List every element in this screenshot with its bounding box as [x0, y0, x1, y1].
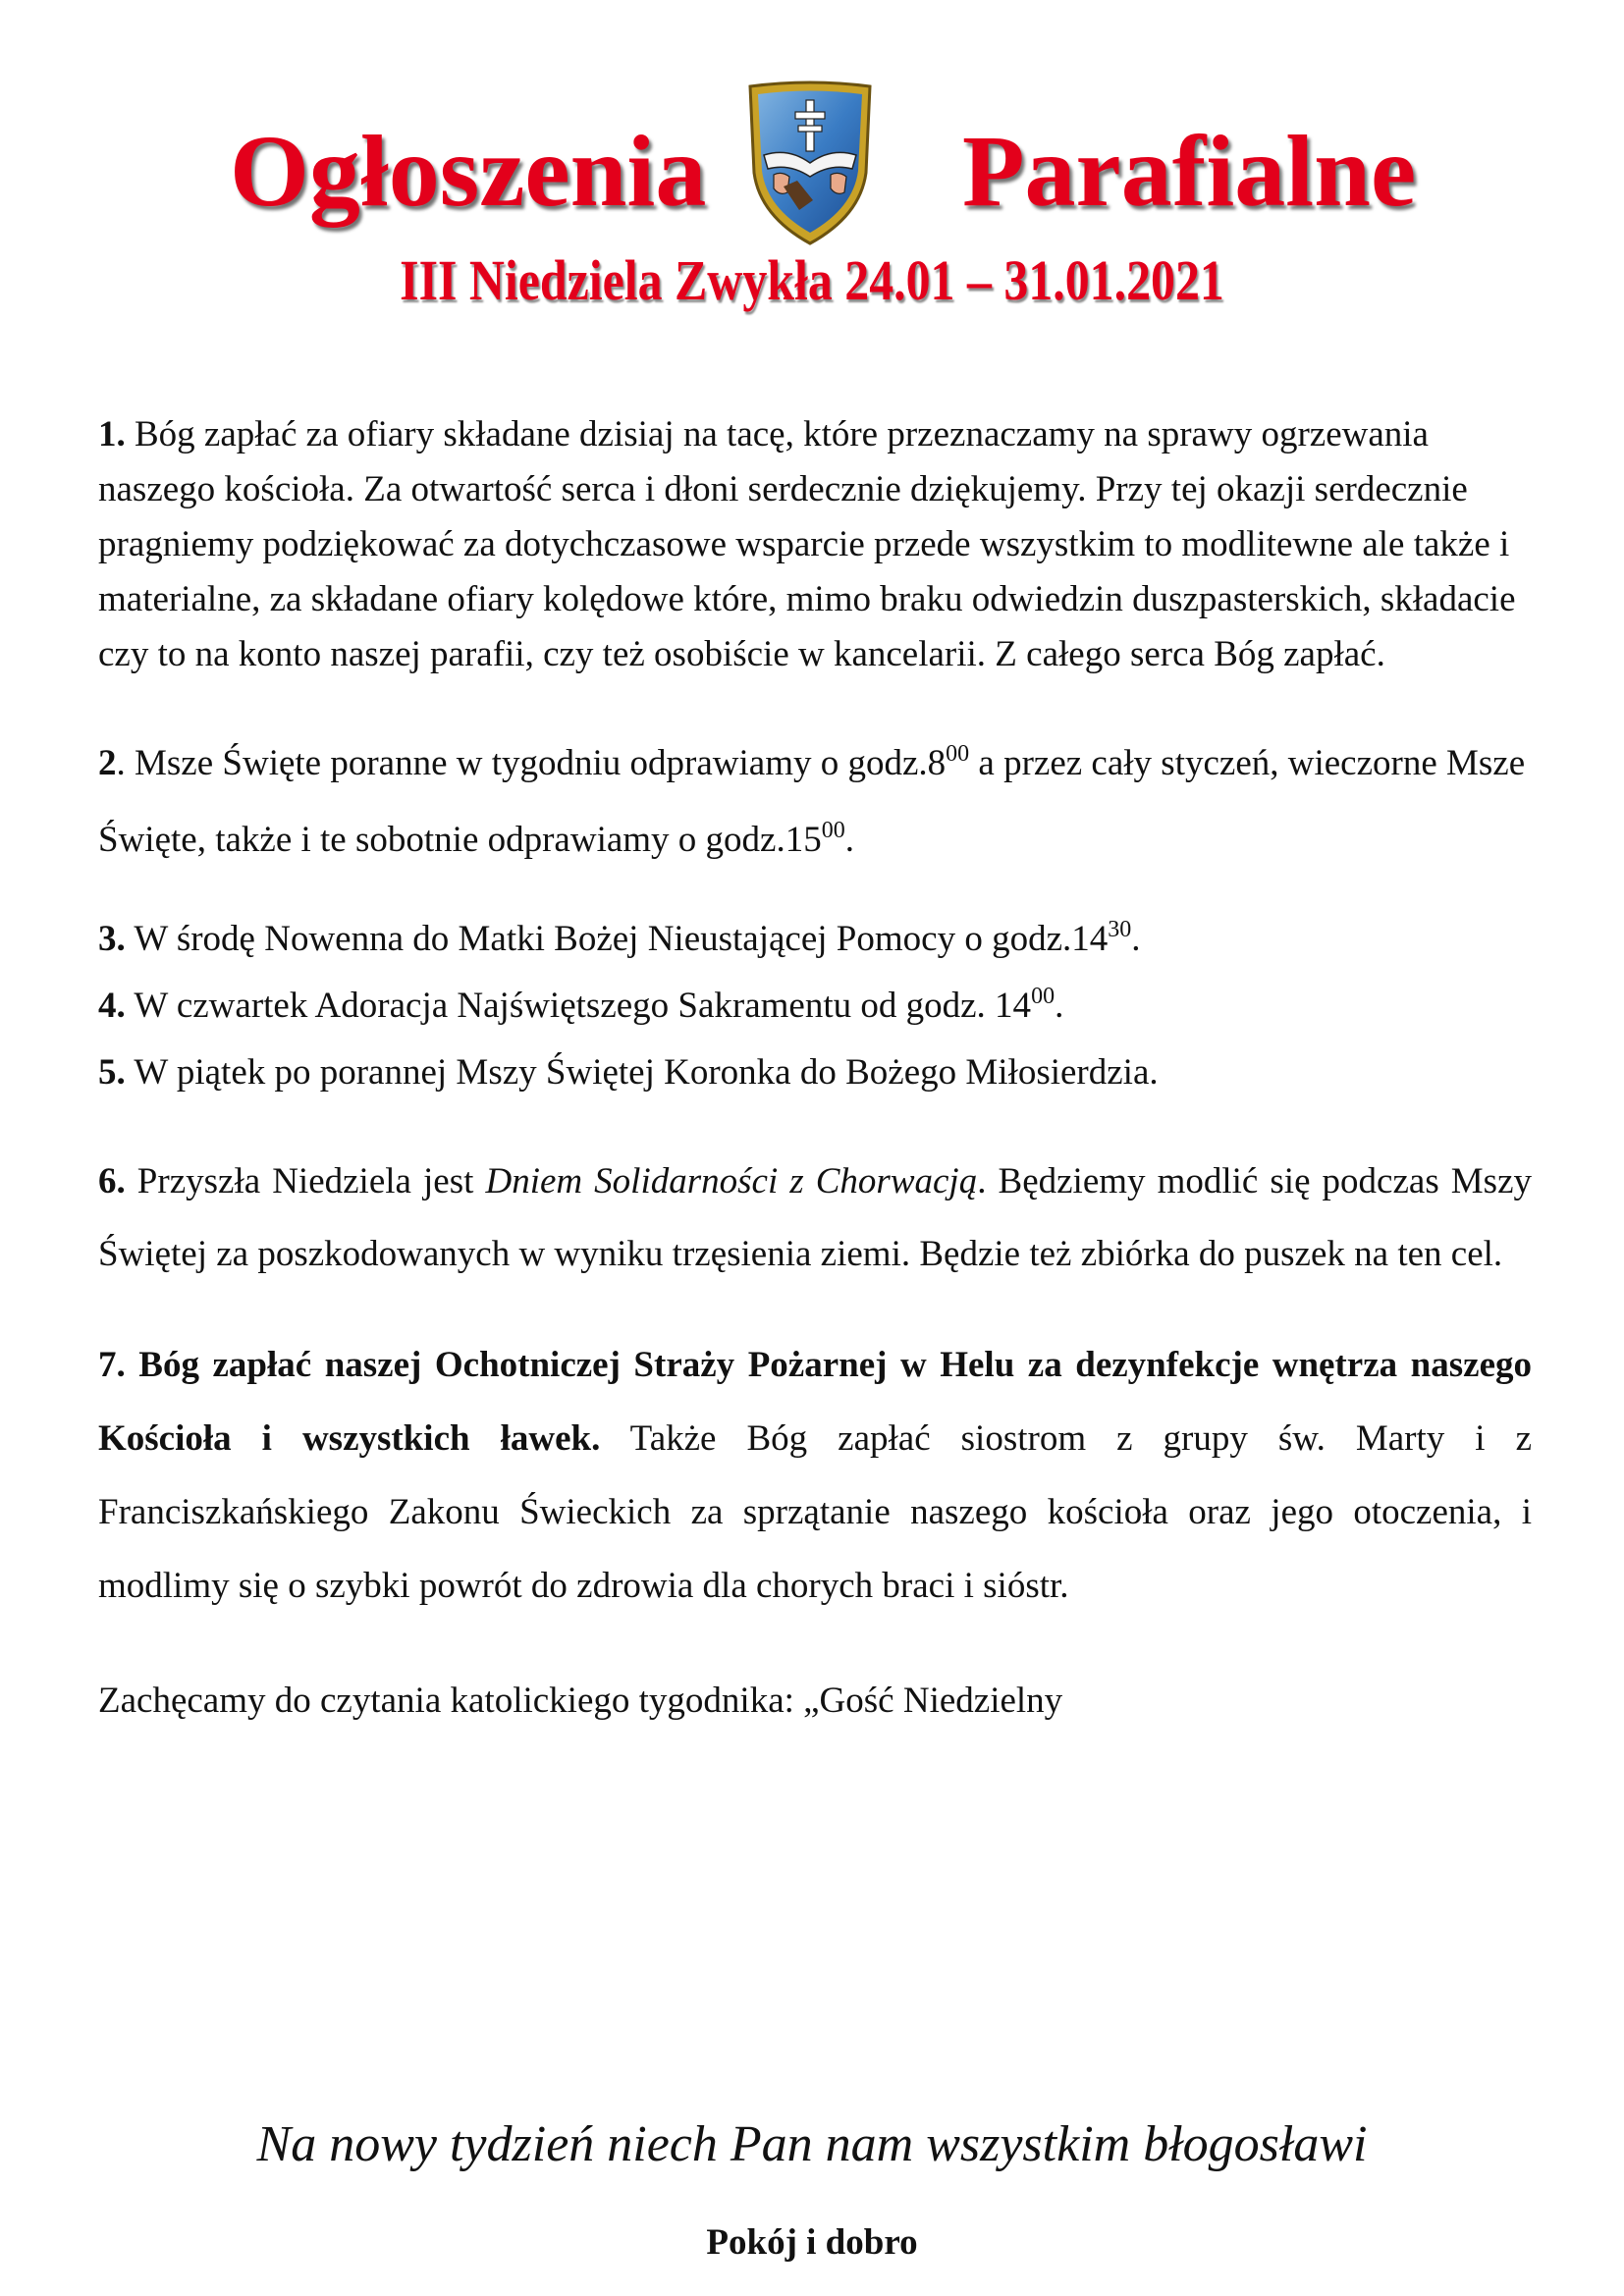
announcement-text: . Będziemy modlić się podczas Mszy Świętej za poszkodowanych w wyniku trzęsienia ziemi. Będzie też zbiórka do puszek na ten cel.: [98, 1161, 1532, 1274]
announcement-text: a przez cały styczeń, wieczorne Msze Święte, także i te sobotnie odprawiamy o godz.15: [98, 743, 1526, 860]
announcement-number: 1.: [98, 414, 126, 454]
announcement-5: [98, 1040, 1532, 1106]
parish-crest-icon: [744, 79, 876, 247]
announcement-number: 5.: [98, 1052, 126, 1093]
announcement-7: [98, 1328, 1532, 1623]
reading-recommendation: Zachęcamy do czytania katolickiego tygodnika: „Gość Niedzielny: [98, 1681, 1063, 1721]
announcements: [98, 407, 1532, 1729]
title-right: Parafialne: [962, 115, 1417, 228]
announcement-number: 6.: [98, 1161, 126, 1201]
time-superscript: 00: [946, 741, 970, 767]
closing-greeting: Pokój i dobro: [706, 2222, 918, 2263]
announcement-2: [98, 725, 1532, 879]
announcement-number: 3.: [98, 919, 126, 959]
announcement-bold-text: 7. Bóg zapłać naszej Ochotniczej Straży Pożarnej w Helu za dezynfekcje wnętrza naszego Kościoła i wszystkich ławek.: [98, 1345, 1532, 1459]
announcement-number: 4.: [98, 986, 126, 1026]
announcement-3: [98, 906, 1532, 973]
time-superscript: 00: [821, 818, 845, 843]
title-left: Ogłoszenia: [230, 115, 707, 228]
time-superscript: 00: [1031, 984, 1056, 1009]
announcement-text: W czwartek Adoracja Najświętszego Sakramentu od godz. 14: [125, 986, 1032, 1026]
announcement-text: Bóg zapłać za ofiary składane dzisiaj na tacę, które przeznaczamy na sprawy ogrzewania naszego kościoła. Za otwartość serca i dłoni serdecznie dziękujemy. Przy tej okazji serdecznie pragniemy podziękować za dotychczasowe wsparcie przede wszystkim to modlitewne ale także i materialne, za składane ofiary kolędowe które, mimo braku odwiedzin duszpasterskich, składacie czy to na konto naszej parafii, czy też osobiście w kancelarii. Z całego serca Bóg zapłać.: [98, 414, 1516, 674]
announcement-6: [98, 1146, 1532, 1291]
announcement-text: W piątek po porannej Mszy Świętej Koronka do Bożego Miłosierdzia.: [125, 1052, 1159, 1093]
closing-blessing: Na nowy tydzień niech Pan nam wszystkim błogosławi: [256, 2116, 1368, 2172]
announcement-emphasis: Dniem Solidarności z Chorwacją: [485, 1161, 978, 1201]
announcement-1: [98, 407, 1532, 682]
announcement-number: 2: [98, 743, 117, 783]
announcement-text: Także Bóg zapłać siostrom z grupy św. Marty i z Franciszkańskiego Zakonu Świeckich za sprzątanie naszego kościoła oraz jego otoczenia, i modlimy się o szybki powrót do zdrowia dla chorych braci i sióstr.: [98, 1418, 1532, 1606]
announcement-4: [98, 973, 1532, 1040]
announcement-text: .: [1131, 919, 1141, 959]
announcement-text: .: [844, 820, 854, 860]
announcement-text: W środę Nowenna do Matki Bożej Nieustającej Pomocy o godz.14: [125, 919, 1109, 959]
announcement-text: Przyszła Niedziela jest: [125, 1161, 486, 1201]
page-subtitle: III Niedziela Zwykła 24.01 – 31.01.2021: [400, 248, 1224, 312]
announcement-text: . Msze Święte poranne w tygodniu odprawiamy o godz.8: [116, 743, 947, 783]
announcement-text: .: [1055, 986, 1064, 1026]
time-superscript: 30: [1108, 917, 1132, 942]
